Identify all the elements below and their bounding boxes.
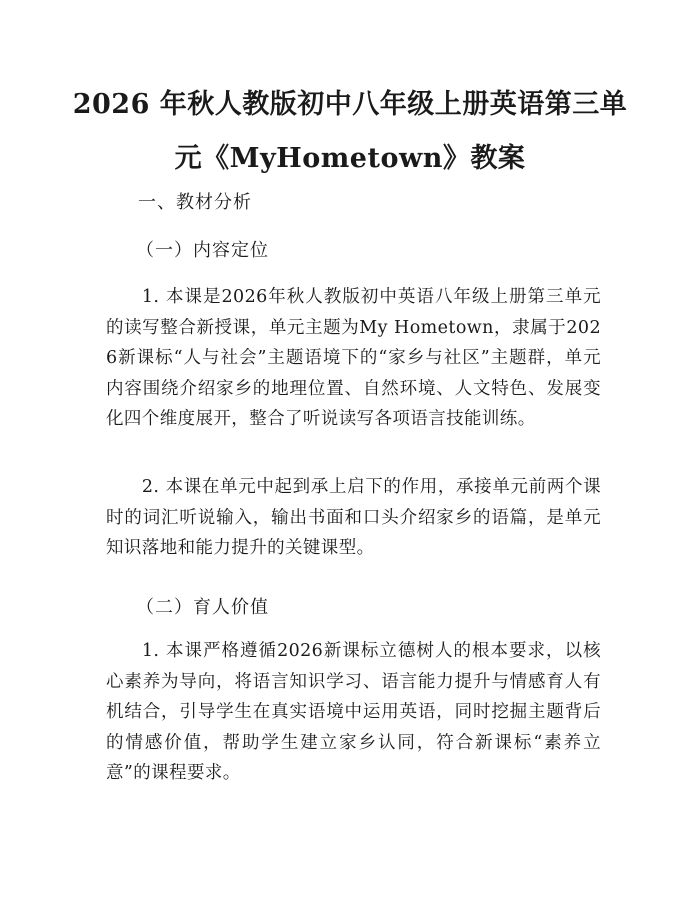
subsection-heading-educational-value: （二）育人价值 [136, 597, 269, 618]
document-title-line-2: 元《MyHometown》教案 [174, 143, 526, 174]
document-title-line-1: 2026 年秋人教版初中八年级上册英语第三单 [72, 89, 628, 120]
subsection-heading-content-positioning: （一）内容定位 [136, 240, 269, 261]
paragraph-educational-value-1: 1. 本课严格遵循2026新课标立德树人的根本要求，以核心素养为导向，将语言知识学习、语言能力提升与情感育人有机结合，引导学生在真实语境中运用英语，同时挖掘主题背后的情感价值，帮助学生建立家乡认同，符合新课标“素养立意”的课程要求。 [106, 641, 601, 783]
paragraph-content-positioning-1: 1. 本课是2026年秋人教版初中英语八年级上册第三单元的读写整合新授课，单元主题为My Hometown，隶属于2026新课标“人与社会”主题语境下的“家乡与社区”主题群，单元内容围绕介绍家乡的地理位置、自然环境、人文特色、发展变化四个维度展开，整合了听说读写各项语言技能训练。 [106, 287, 601, 429]
paragraph-content-positioning-2: 2. 本课在单元中起到承上启下的作用，承接单元前两个课时的词汇听说输入，输出书面和口头介绍家乡的语篇，是单元知识落地和能力提升的关键课型。 [106, 477, 601, 558]
section-heading-teaching-material-analysis: 一、教材分析 [138, 192, 252, 213]
